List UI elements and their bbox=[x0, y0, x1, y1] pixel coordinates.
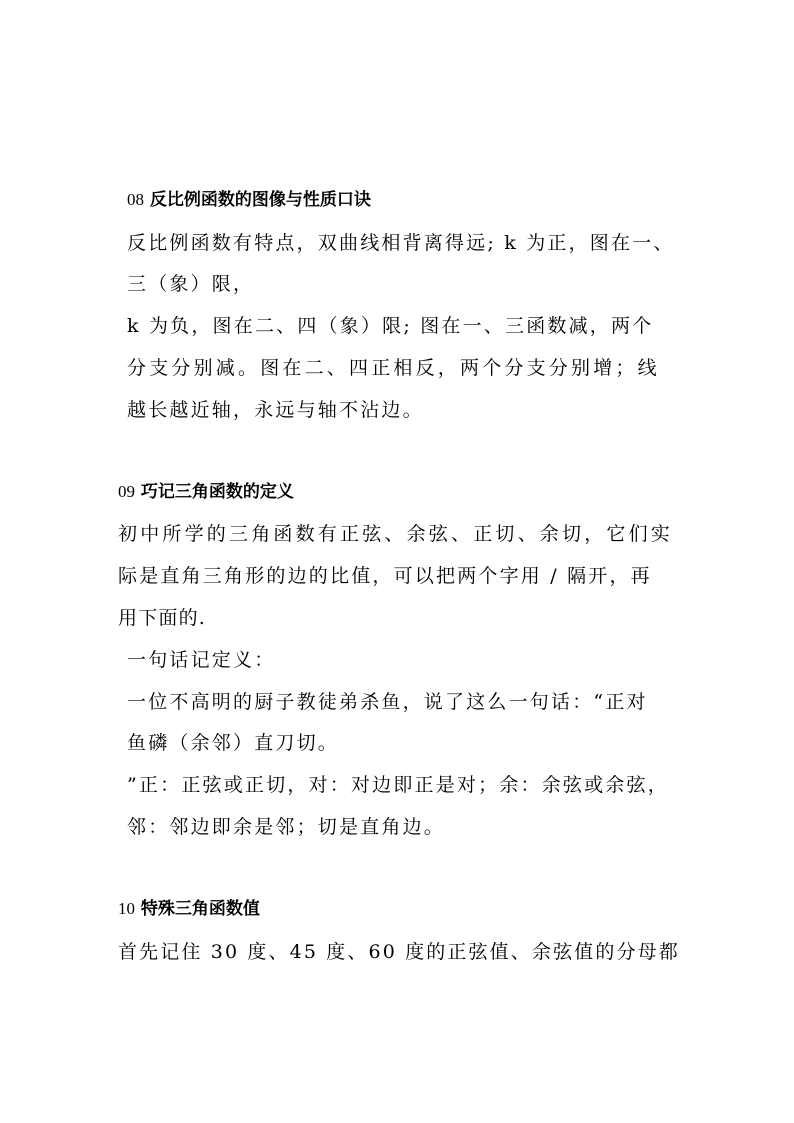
paragraph-line: 首先记住 30 度、45 度、60 度的正弦值、余弦值的分母都 bbox=[118, 941, 680, 963]
section-title: 特殊三角函数值 bbox=[140, 899, 260, 919]
section-number: 10 bbox=[118, 899, 135, 918]
section-title: 巧记三角函数的定义 bbox=[140, 482, 294, 502]
section-number: 09 bbox=[118, 482, 135, 501]
section-heading-08 bbox=[127, 189, 371, 211]
paragraph-line: k 为负，图在二、四（象）限; 图在一、三函数减，两个 bbox=[127, 315, 654, 337]
section-heading-10 bbox=[118, 898, 260, 920]
paragraph-line: 际是直角三角形的边的比值，可以把两个字用 / 隔开，再 bbox=[118, 565, 652, 587]
paragraph-line: 分支分别减。图在二、四正相反，两个分支分别增；线 bbox=[127, 357, 660, 379]
section-heading-09 bbox=[118, 481, 294, 503]
paragraph-line: 用下面的. bbox=[118, 607, 207, 629]
paragraph-line: ”正：正弦或正切，对：对边即正是对；余：余弦或余弦， bbox=[127, 774, 669, 796]
paragraph-line: 鱼磷（余邻）直刀切。 bbox=[127, 732, 340, 754]
section-title: 反比例函数的图像与性质口诀 bbox=[149, 190, 371, 210]
paragraph-line: 初中所学的三角函数有正弦、余弦、正切、余切，它们实 bbox=[118, 523, 674, 545]
paragraph-line: 三（象）限， bbox=[127, 273, 255, 295]
paragraph-line: 一位不高明的厨子教徒弟杀鱼，说了这么一句话：“正对 bbox=[127, 691, 648, 713]
paragraph-line: 一句话记定义： bbox=[127, 649, 276, 671]
paragraph-line: 邻：邻边即余是邻；切是直角边。 bbox=[127, 816, 446, 838]
section-number: 08 bbox=[127, 190, 144, 209]
paragraph-line: 反比例函数有特点，双曲线相背离得远; k 为正，图在一、 bbox=[127, 232, 675, 254]
paragraph-line: 越长越近轴，永远与轴不沾边。 bbox=[127, 399, 424, 421]
